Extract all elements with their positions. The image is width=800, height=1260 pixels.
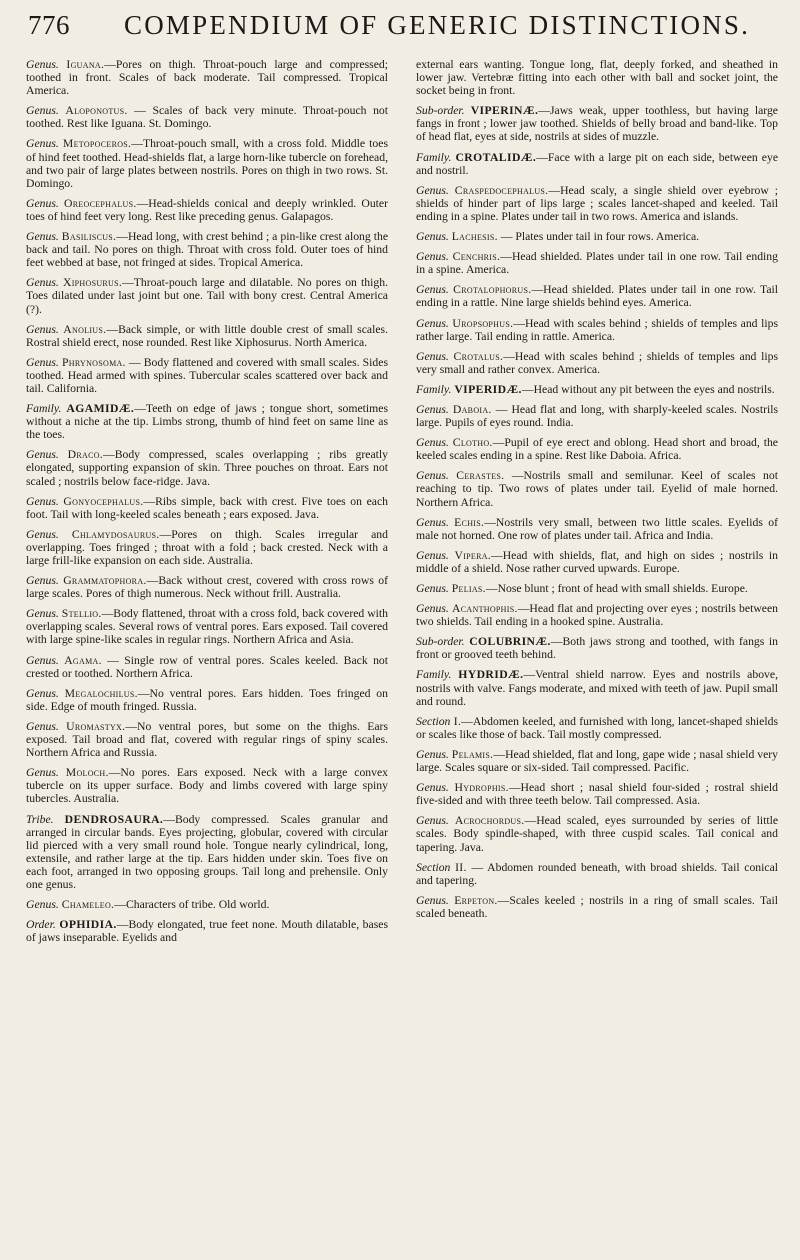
taxon-description: — Plates under tail in four rows. America.	[497, 230, 700, 244]
taxon-entry	[416, 104, 778, 143]
taxon-name: Megalochilus.	[64, 686, 138, 700]
taxon-name: I.	[453, 714, 462, 728]
taxon-name: Lachesis.	[451, 230, 498, 244]
rank-label: Genus.	[416, 747, 449, 761]
rank-label: Genus.	[416, 781, 449, 795]
rank-label: Genus.	[26, 574, 59, 588]
taxon-description: —Ventral shield narrow. Eyes and nostrils above, nostrils with valve. Fangs moderate, and mixed with teeth of jaw. Pupil small and round.	[416, 668, 778, 708]
rank-label: Genus.	[416, 230, 449, 244]
taxon-entry	[416, 781, 778, 807]
taxon-description: —Head flat and projecting over eyes ; nostrils between two shields. Tail ending in a hooked spine. Australia.	[416, 602, 778, 629]
taxon-name: Basiliscus.	[61, 230, 117, 244]
taxon-entry	[26, 813, 388, 892]
rank-label: Genus.	[416, 250, 449, 264]
rank-label: Genus.	[26, 137, 59, 151]
taxon-description: —Characters of tribe. Old world.	[114, 898, 270, 912]
taxon-name: Uropsophus.	[452, 316, 514, 330]
taxon-name: Clotho.	[452, 436, 493, 450]
left-column	[26, 58, 388, 951]
taxon-description: —Pupil of eye erect and oblong. Head short and broad, the keeled scales ending in a spine. Rest like Daboia. Africa.	[416, 436, 778, 463]
taxon-name: Cerastes.	[456, 469, 505, 483]
rank-label: Genus.	[416, 582, 449, 595]
taxon-name: VIPERINÆ.	[470, 104, 539, 118]
rank-label: Tribe.	[26, 812, 54, 826]
taxon-description: —Head scaled, eyes surrounded by series of little scales. Body spindle-shaped, with three cuspid scales. Tail conical and tapering. Java.	[416, 814, 779, 854]
taxon-name: II.	[455, 860, 467, 874]
rank-label: Genus.	[26, 448, 59, 462]
rank-label: Genus.	[26, 527, 59, 541]
taxon-description: — Scales of back very minute. Throat-pouch not toothed. Rest like Iguana. St. Domingo.	[26, 104, 389, 131]
taxon-entry	[416, 748, 778, 774]
taxon-entry	[26, 528, 388, 567]
rank-label: Genus.	[416, 436, 449, 450]
taxon-description: —No ventral pores, but some on the thighs. Ears exposed. Tail broad and flat, covered with regular rings of spiny scales. Northern Africa and Russia.	[26, 719, 389, 760]
taxon-name: Daboia.	[452, 402, 492, 416]
taxon-name: Aloponotus.	[65, 104, 128, 118]
rank-label: Genus.	[26, 898, 59, 912]
taxon-entry	[26, 402, 388, 441]
taxon-description: —Back simple, or with little double crest of small scales. Rostral shield erect, nose rounded. Rest like Xiphosurus. North America.	[26, 322, 389, 349]
taxon-entry	[26, 448, 388, 487]
taxon-description: —Ribs simple, back with crest. Five toes on each foot. Tail with long-keeled scales beneath ; ears exposed. Java.	[26, 494, 389, 521]
running-title: COMPENDIUM OF GENERIC DISTINCTIONS.	[124, 10, 751, 40]
taxon-name: Crotalus.	[453, 349, 504, 363]
taxon-entry	[26, 495, 388, 521]
text-columns	[26, 58, 778, 951]
taxon-entry	[26, 654, 388, 680]
taxon-description: —No ventral pores. Ears hidden. Toes fringed on side. Edge of mouth fringed. Russia.	[26, 686, 388, 713]
taxon-description: —No pores. Ears exposed. Neck with a large convex tubercle on its upper surface. Body and limbs covered with large spiny tubercles. Australia.	[26, 766, 389, 806]
rank-label: Genus.	[26, 104, 59, 118]
taxon-name: OPHIDIA.	[59, 918, 117, 932]
taxon-entry	[416, 516, 778, 542]
taxon-entry	[26, 230, 388, 269]
taxon-description: — Abdomen rounded beneath, with broad shields. Tail conical and tapering.	[416, 860, 779, 887]
taxon-description: — Head flat and long, with sharply-keeled scales. Nostrils large. Pupils of eyes round. India.	[416, 402, 779, 430]
taxon-entry	[416, 814, 778, 853]
taxon-description: —Head without any pit between the eyes and nostrils.	[521, 382, 775, 396]
taxon-entry	[26, 276, 388, 315]
taxon-entry	[416, 383, 778, 396]
taxon-name: Acrochordus.	[454, 814, 525, 828]
taxon-name: Echis.	[454, 515, 485, 529]
taxon-name: CROTALIDÆ.	[455, 150, 537, 164]
taxon-entry	[26, 720, 388, 759]
taxon-entry	[416, 635, 778, 661]
taxon-entry	[416, 668, 778, 707]
taxon-name: Stellio.	[61, 607, 102, 621]
taxon-entry	[26, 607, 388, 646]
taxon-description: —Both jaws strong and toothed, with fangs in front or grooved teeth behind.	[416, 635, 778, 662]
rank-label: Genus.	[416, 893, 449, 907]
taxon-name: Uromastyx.	[66, 719, 126, 733]
rank-label: Family.	[416, 150, 452, 164]
taxon-description: —Scales keeled ; nostrils in a ring of small scales. Tail scaled beneath.	[416, 893, 778, 920]
taxon-name: Erpeton.	[454, 893, 498, 907]
taxon-description: —Head long, with crest behind ; a pin-like crest along the back and tail. No pores on thigh. Throat with cross fold. Outer toes of hind feet webbed at base, not fringed at sides. Tropical America.	[26, 230, 389, 270]
taxon-name: Phrynosoma.	[61, 355, 126, 369]
rank-label: Genus.	[416, 548, 449, 562]
taxon-entry	[26, 104, 388, 130]
taxon-name: VIPERIDÆ.	[454, 382, 522, 396]
taxon-entry	[416, 58, 778, 97]
rank-label: Genus.	[26, 58, 59, 71]
taxon-entry	[416, 283, 778, 309]
taxon-name: Oreocephalus.	[63, 196, 137, 210]
taxon-name: Xiphosurus.	[62, 276, 123, 290]
taxon-description: —Pores on thigh. Throat-pouch large and compressed; toothed in front. Scales of back moderate. Tail compressed. Tropical America.	[26, 58, 388, 98]
taxon-entry	[416, 469, 778, 508]
rank-label: Genus.	[416, 515, 449, 529]
taxon-entry	[26, 766, 388, 805]
taxon-entry	[26, 323, 388, 349]
taxon-description: —Head shielded. Plates under tail in one row. Tail ending in a spine. America.	[416, 250, 778, 277]
taxon-entry	[416, 317, 778, 343]
rank-label: Family.	[416, 668, 452, 682]
taxon-description: —Abdomen keeled, and furnished with long, lancet-shaped shields or scales like those of back. Tail mostly compressed.	[416, 714, 778, 741]
taxon-description: —Head scaly, a single shield over eyebrow ; shields of hinder part of lips large ; scales lancet-shaped and keeled. Tail ending in a spine. Plates under tail in two rows. America and islands.	[416, 183, 778, 223]
taxon-name: Craspedocephalus.	[454, 183, 549, 197]
taxon-description: — Single row of ventral pores. Scales keeled. Back not crested or toothed. Northern Africa.	[26, 653, 388, 680]
taxon-description: —Body flattened, throat with a cross fold, back covered with overlapping scales. Several rows of ventral pores. Ears exposed. Tail covered with large spine-like scales in regular rings. Northern Africa and Asia.	[26, 607, 388, 647]
taxon-description: —Head shielded. Plates under tail in one row. Tail ending in a rattle. Nine large shields behind eyes. America.	[416, 283, 779, 310]
taxon-entry	[416, 549, 778, 575]
taxon-name: AGAMIDÆ.	[66, 402, 135, 416]
rank-label: Genus.	[416, 814, 449, 828]
taxon-description: —Throat-pouch large and dilatable. No pores on thigh. Toes dilated under last joint but one. Tail with bony crest. Central America (?).	[26, 276, 388, 316]
taxon-entry	[416, 436, 778, 462]
taxon-name: Moloch.	[65, 766, 109, 780]
taxon-description: —Face with a large pit on each side, between eye and nostril.	[416, 150, 779, 177]
taxon-description: —Head with scales behind ; shields of temples and lips very small and rather convex. America.	[416, 349, 779, 376]
rank-label: Genus.	[416, 183, 449, 197]
taxon-name: Grammatophora.	[63, 574, 147, 588]
taxon-name: HYDRIDÆ.	[458, 668, 524, 682]
taxon-entry	[416, 894, 778, 920]
taxon-entry	[26, 898, 388, 911]
taxon-entry	[416, 250, 778, 276]
taxon-name: Anolius.	[63, 322, 107, 336]
taxon-entry	[416, 582, 778, 595]
taxon-name: Draco.	[67, 448, 104, 462]
taxon-description: —Head with shields, flat, and high on sides ; nostrils in middle of a shield. Nose rather curved upwards. Europe.	[416, 548, 779, 575]
taxon-entry	[416, 861, 778, 887]
taxon-name: Acanthophis.	[452, 602, 518, 616]
taxon-description: —Head with scales behind ; shields of temples and lips rather large. Tail ending in rattle. America.	[416, 316, 779, 343]
rank-label: Order.	[26, 918, 56, 932]
rank-label: Genus.	[416, 602, 449, 616]
taxon-description: —Back without crest, covered with cross rows of large scales. Pores of thigh numerous. Neck without frill. Australia.	[26, 574, 388, 601]
taxon-description: —Teeth on edge of jaws ; tongue short, sometimes without a niche at the tip. Limbs strong, thumb of hind feet on same line as the toes.	[26, 402, 389, 442]
taxon-entry	[26, 574, 388, 600]
taxon-description: —Jaws weak, upper toothless, but having large fangs in front ; lower jaw toothed. Shields of belly broad and band-like. Top of head flat, eyes at side, nostrils at sides of muzzle.	[416, 104, 778, 144]
taxon-name: Pelamis.	[451, 747, 494, 761]
taxon-entry	[416, 184, 778, 223]
taxon-name: Cenchris.	[452, 250, 501, 264]
taxon-description: external ears wanting. Tongue long, flat, deeply forked, and sheathed in lower jaw. Vertebræ fitting into each other with ball and socket joint, the socket being in front.	[416, 58, 778, 98]
taxon-description: —Body compressed. Scales granular and arranged in circular bands. Eyes projecting, globular, covered with circular lid pierced with a very small round hole. Tongue nearly cylindrical, long, extensile, and rather large at the tip. Ears hidden under skin. Toes five on each foot, arranged in two opposing groups. Tail long and prehensile. Only one genus.	[26, 812, 389, 891]
taxon-description: —Pores on thigh. Scales irregular and overlapping. Toes fringed ; throat with a fold ; back crested. Neck with a large frill-like expansion on each side. Australia.	[26, 527, 388, 567]
rank-label: Family.	[416, 382, 452, 396]
taxon-entry	[416, 151, 778, 177]
taxon-name: Metopoceros.	[62, 137, 132, 151]
rank-label: Genus.	[416, 316, 449, 330]
taxon-description: —Head shielded, flat and long, gape wide ; nasal shield very large. Scales square or six-sided. Tail compressed. Pacific.	[416, 747, 779, 775]
taxon-description: —Body compressed, scales overlapping ; ribs greatly elongated, supporting expansion of skin. Three pouches on throat. Ears not scaled ; nostrils below face-ridge. Java.	[26, 448, 388, 488]
rank-label: Genus.	[26, 686, 59, 700]
rank-label: Genus.	[26, 494, 59, 508]
taxon-description: —Nostrils very small, between two little scales. Eyelids of male not horned. One row of plates under tail. Africa and India.	[416, 515, 778, 542]
taxon-name: Agama.	[64, 653, 102, 667]
taxon-name: Hydrophis.	[454, 781, 509, 795]
rank-label: Genus.	[416, 349, 449, 363]
page-header	[26, 0, 778, 52]
taxon-entry	[416, 602, 778, 628]
taxon-description: —Head-shields conical and deeply wrinkled. Outer toes of hind feet very long. Rest like preceding genus. Galapagos.	[26, 196, 388, 223]
rank-label: Genus.	[26, 322, 59, 336]
rank-label: Section	[416, 860, 451, 874]
taxon-entry	[26, 197, 388, 223]
rank-label: Genus.	[26, 196, 59, 210]
rank-label: Genus.	[26, 653, 59, 667]
rank-label: Genus.	[26, 355, 59, 369]
taxon-entry	[416, 350, 778, 376]
taxon-name: Chameleo.	[61, 898, 115, 912]
taxon-description: — Body flattened and covered with small scales. Sides toothed. Head armed with spines. Tubercular scales scattered over back and tail. California.	[26, 355, 389, 395]
rank-label: Genus.	[26, 230, 59, 244]
rank-label: Genus.	[416, 402, 449, 416]
rank-label: Genus.	[26, 276, 59, 290]
taxon-description: —Nostrils small and semilunar. Keel of scales not reaching to tip. Two rows of plates under tail. Eyelid of male horned. Northern Africa.	[416, 469, 778, 509]
taxon-description: —Body elongated, true feet none. Mouth dilatable, bases of jaws inseparable. Eyelids and	[26, 918, 388, 945]
taxon-name: COLUBRINÆ.	[469, 635, 551, 649]
taxon-name: Vipera.	[454, 548, 492, 562]
taxon-entry	[26, 137, 388, 189]
taxon-description: —Head short ; nasal shield four-sided ; rostral shield five-sided and with three teeth below. Tail compressed. Asia.	[416, 781, 778, 808]
taxon-description: —Throat-pouch small, with a cross fold. Middle toes of hind feet toothed. Head-shields flat, a large horn-like tubercle on forehead, and two pair of large plates between nostrils. Pores on thigh in two rows. St. Domingo.	[26, 137, 388, 190]
taxon-description: —Nose blunt ; front of head with small shields. Europe.	[485, 582, 748, 595]
taxon-entry	[416, 403, 778, 429]
taxon-entry	[26, 356, 388, 395]
taxon-entry	[416, 230, 778, 243]
taxon-entry	[416, 715, 778, 741]
taxon-entry	[26, 687, 388, 713]
taxon-entry	[26, 918, 388, 944]
page-number: 776	[28, 10, 70, 40]
rank-label: Genus.	[26, 719, 59, 733]
rank-label: Genus.	[416, 469, 449, 483]
rank-label: Family.	[26, 402, 62, 416]
taxon-name: Iguana.	[66, 58, 105, 71]
rank-label: Section	[416, 714, 451, 728]
taxon-entry	[26, 58, 388, 97]
rank-label: Sub-order.	[416, 635, 465, 649]
rank-label: Genus.	[26, 607, 59, 621]
rank-label: Genus.	[26, 766, 59, 780]
taxon-name: Chlamydosaurus.	[71, 527, 160, 541]
taxon-name: Gonyocephalus.	[63, 494, 144, 508]
taxon-name: DENDROSAURA.	[64, 812, 164, 826]
rank-label: Sub-order.	[416, 104, 465, 118]
rank-label: Genus.	[416, 283, 449, 297]
taxon-name: Pelias.	[451, 582, 486, 595]
taxon-name: Crotalophorus.	[453, 283, 532, 297]
right-column	[416, 58, 778, 951]
